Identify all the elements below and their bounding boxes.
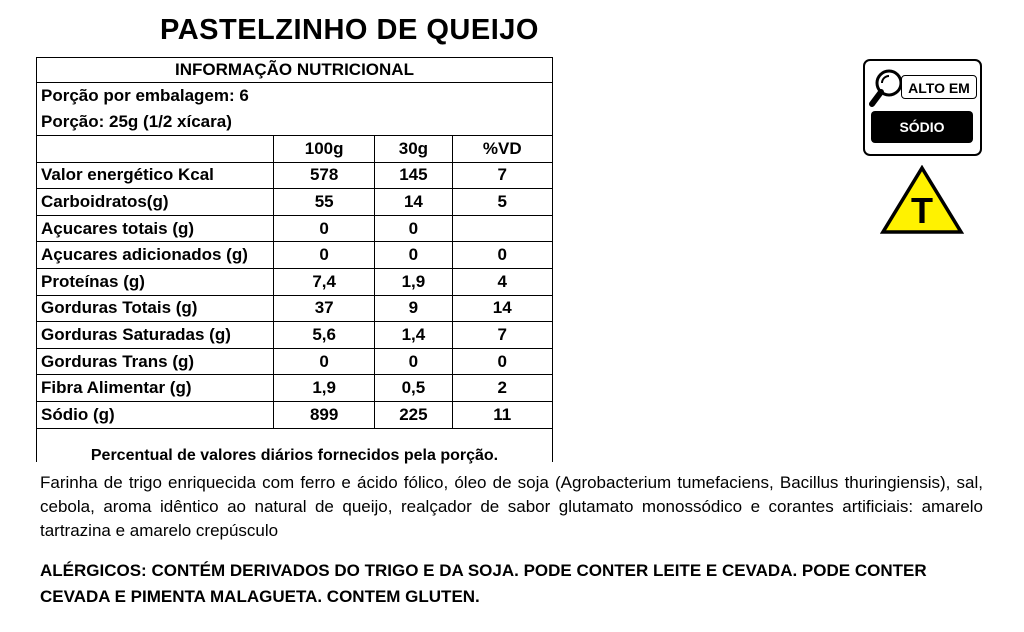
allergens-text: ALÉRGICOS: CONTÉM DERIVADOS DO TRIGO E DA SOJA. PODE CONTER LEITE E CEVADA. PODE CONTER CEVADA E PIMENTA MALAGUETA. CONTEM GLUTEN. [40,561,927,606]
nutrient-name: Sódio (g) [37,401,274,428]
value-30g: 0,5 [375,375,452,402]
nutrient-name: Gorduras Trans (g) [37,348,274,375]
column-header-100g: 100g [274,136,375,162]
column-header-row [37,136,552,162]
value-vd: 7 [452,322,552,349]
nutrient-name: Açucares totais (g) [37,215,274,242]
servings-per-package: Porção por embalagem: 6 [41,86,249,105]
table-row [37,295,552,322]
value-100g: 55 [274,189,375,216]
nutrient-name: Valor energético Kcal [37,162,274,189]
value-vd: 5 [452,189,552,216]
high-sodium-seal [863,59,982,156]
nutrition-facts-table [36,57,553,462]
table-row [37,215,552,242]
value-100g: 899 [274,401,375,428]
value-vd: 0 [452,348,552,375]
nutrient-name: Carboidratos(g) [37,189,274,216]
value-vd: 0 [452,242,552,269]
nutrition-footnote: Percentual de valores diários fornecidos pela porção. [90,446,499,464]
value-30g: 14 [375,189,452,216]
nutrient-name: Açucares adicionados (g) [37,242,274,269]
seal-top [865,61,980,111]
nutrition-header: INFORMAÇÃO NUTRICIONAL [37,58,552,83]
value-vd: 2 [452,375,552,402]
table-row [37,242,552,269]
column-header-30g: 30g [375,136,452,162]
ingredients-text: Farinha de trigo enriquecida com ferro e ácido fólico, óleo de soja (Agrobacterium tumefaciens, Bacillus thuringiensis), sal, cebola, aroma idêntico ao natural de queijo, realçador de sabor glutamato monossódico e corantes artificiais: amarelo tartrazina e amarelo crepúsculo [40,473,983,540]
table-row [37,401,552,428]
value-100g: 0 [274,215,375,242]
value-30g: 9 [375,295,452,322]
nutrient-name: Fibra Alimentar (g) [37,375,274,402]
transgenic-letter: T [911,190,933,231]
seal-bottom-label: SÓDIO [871,111,973,143]
value-30g: 1,4 [375,322,452,349]
table-row [37,375,552,402]
nutrient-name: Gorduras Totais (g) [37,295,274,322]
value-30g: 1,9 [375,268,452,295]
value-100g: 578 [274,162,375,189]
transgenic-triangle-icon [880,165,964,240]
value-30g: 0 [375,215,452,242]
product-title: PASTELZINHO DE QUEIJO [160,14,539,46]
column-header-vd: %VD [452,136,552,162]
value-30g: 145 [375,162,452,189]
value-100g: 7,4 [274,268,375,295]
value-100g: 1,9 [274,375,375,402]
value-30g: 0 [375,242,452,269]
value-vd: 11 [452,401,552,428]
value-vd: 7 [452,162,552,189]
value-100g: 0 [274,348,375,375]
table-row [37,322,552,349]
table-row [37,268,552,295]
value-vd: 4 [452,268,552,295]
value-100g: 0 [274,242,375,269]
nutrient-name: Proteínas (g) [37,268,274,295]
serving-size: Porção: 25g (1/2 xícara) [37,109,552,136]
table-row [37,162,552,189]
value-30g: 0 [375,348,452,375]
table-row [37,348,552,375]
value-100g: 5,6 [274,322,375,349]
nutrient-name: Gorduras Saturadas (g) [37,322,274,349]
value-100g: 37 [274,295,375,322]
value-vd [452,215,552,242]
nutrient-grid [37,136,552,429]
value-vd: 14 [452,295,552,322]
table-row [37,189,552,216]
value-30g: 225 [375,401,452,428]
column-header-blank [37,136,274,162]
seal-top-label: ALTO EM [901,75,977,99]
